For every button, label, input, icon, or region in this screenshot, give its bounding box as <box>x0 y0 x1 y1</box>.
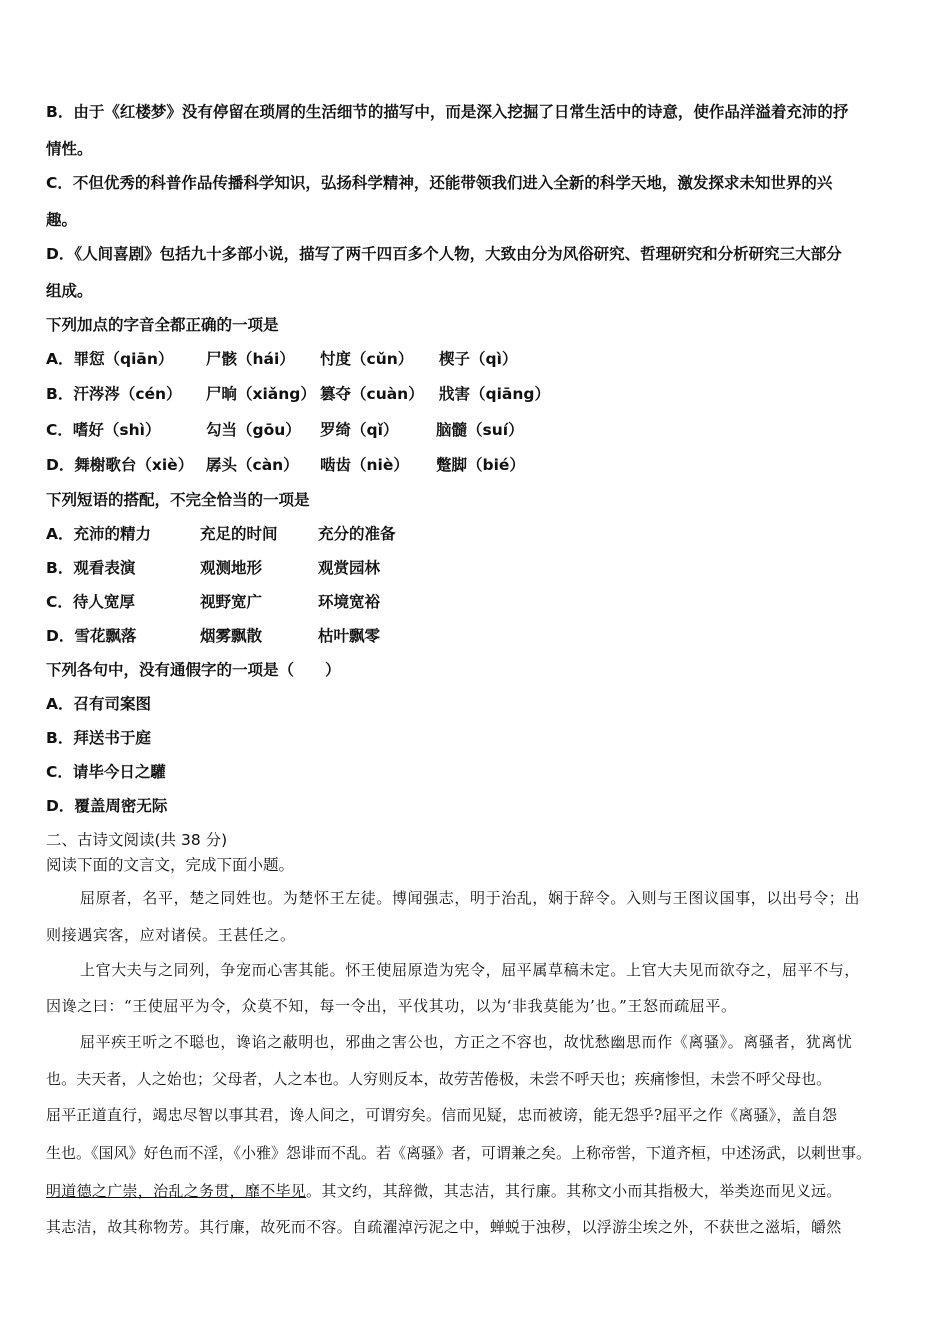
tongjia-option-b: B．拜送书于庭 <box>46 729 151 747</box>
pinyin-c-4: 脑髓（suí） <box>436 421 524 439</box>
pinyin-c-1: C．嗜好（shì） <box>46 421 161 439</box>
pinyin-d-4: 蹩脚（bié） <box>436 456 525 474</box>
passage-p3-line2: 也。夫天者，人之始也；父母者，人之本也。人穷则反本，故劳苦倦极，未尝不呼天也；疾痛惨怛，未尝不呼父母也。 <box>46 1070 832 1088</box>
option-c-line1: C．不但优秀的科普作品传播科学知识，弘扬科学精神，还能带领我们进入全新的科学天地，激发探求未知世界的兴 <box>46 174 833 192</box>
pinyin-d-1: D．舞榭歌台（xiè） <box>46 456 194 474</box>
passage-p3-line5-rest: 。其文约，其辞微，其志洁，其行廉。其称文小而其指极大，举类迩而见义远。 <box>306 1182 842 1200</box>
phrase-b-2: 观测地形 <box>200 559 263 577</box>
pinyin-b-2: 尸晌（xiǎng） <box>206 385 316 403</box>
phrase-a-2: 充足的时间 <box>200 525 278 543</box>
passage-p3-line5 <box>46 1181 842 1201</box>
pinyin-b-1: B．汗涔涔（cén） <box>46 385 182 403</box>
tongjia-option-a: A．召有司案图 <box>46 695 151 713</box>
pinyin-a-4: 楔子（qì） <box>439 350 518 368</box>
option-b-line1: B．由于《红楼梦》没有停留在琐屑的生活细节的描写中，而是深入挖掘了日常生活中的诗意，使作品洋溢着充沛的抒 <box>46 103 849 121</box>
pinyin-a-1: A．罪愆（qiān） <box>46 350 174 368</box>
phrase-d-1: D．雪花飘落 <box>46 627 137 645</box>
passage-p1-line2: 则接遇宾客，应对诸侯。王甚任之。 <box>46 926 296 944</box>
tongjia-option-d: D．覆盖周密无际 <box>46 797 168 815</box>
pinyin-d-3: 啮齿（niè） <box>320 456 409 474</box>
passage-p3-line6: 其志洁，故其称物芳。其行廉，故死而不容。自疏濯淖污泥之中，蝉蜕于浊秽，以浮游尘埃之外，不获世之滋垢，皭然 <box>46 1218 842 1236</box>
phrase-c-3: 环境宽裕 <box>318 593 381 611</box>
passage-p3-line1: 屈平疾王听之不聪也，谗谄之蔽明也，邪曲之害公也，方正之不容也，故忧愁幽思而作《离骚》。离骚者，犹离忧 <box>80 1033 853 1051</box>
phrase-c-2: 视野宽广 <box>200 593 263 611</box>
phrase-a-3: 充分的准备 <box>318 525 396 543</box>
option-b-line2: 情性。 <box>46 140 93 158</box>
passage-p2-line1: 上官大夫与之同列，争宠而心害其能。怀王使屈原造为宪令，屈平属草稿未定。上官大夫见而欲夺之，屈平不与， <box>80 961 861 979</box>
passage-p3-line3: 屈平正道直行，竭忠尽智以事其君，谗人间之，可谓穷矣。信而见疑，忠而被谤，能无怨乎?屈平之作《离骚》，盖自怨 <box>46 1106 838 1124</box>
pinyin-b-4: 戕害（qiāng） <box>439 385 550 403</box>
pinyin-b-3: 篡夺（cuàn） <box>320 385 424 403</box>
phrase-d-3: 枯叶飘零 <box>318 627 381 645</box>
phrase-d-2: 烟雾飘散 <box>200 627 263 645</box>
option-d-line1: D．《人间喜剧》包括九十多部小说，描写了两千四百多个人物，大致由分为风俗研究、哲理研究和分析研究三大部分 <box>46 245 842 263</box>
passage-p1-line1: 屈原者，名平，楚之同姓也。为楚怀王左徒。博闻强志，明于治乱，娴于辞令。入则与王图议国事，以出号令；出 <box>80 889 861 907</box>
tongjia-option-c: C．请毕今日之驩 <box>46 763 166 781</box>
pinyin-c-3: 罗绮（qǐ） <box>320 421 399 439</box>
section-instruction: 阅读下面的文言文，完成下面小题。 <box>46 856 295 874</box>
phrase-b-3: 观赏园林 <box>318 559 381 577</box>
phrase-a-1: A．充沛的精力 <box>46 525 151 543</box>
question-tongjia-stem: 下列各句中，没有通假字的一项是（ ） <box>46 661 341 679</box>
phrase-b-1: B．观看表演 <box>46 559 136 577</box>
underlined-sentence: 明道德之广崇，治乱之务贯，靡不毕见 <box>46 1182 307 1200</box>
passage-p2-line2: 因谗之曰：“王使屈平为令，众莫不知，每一令出，平伐其功，以为‘非我莫能为’也。”王怒而疏屈平。 <box>46 997 737 1015</box>
passage-p3-line4: 生也。《国风》好色而不淫，《小雅》怨诽而不乱。若《离骚》者，可谓兼之矣。上称帝喾，下道齐桓，中述汤武，以刺世事。 <box>46 1144 872 1162</box>
option-d-line2: 组成。 <box>46 282 93 300</box>
pinyin-d-2: 孱头（càn） <box>206 456 299 474</box>
question-pinyin-stem: 下列加点的字音全都正确的一项是 <box>46 316 279 334</box>
pinyin-a-2: 尸骸（hái） <box>206 350 295 368</box>
pinyin-a-3: 忖度（cǔn） <box>320 350 414 368</box>
pinyin-c-2: 勾当（gōu） <box>206 421 301 439</box>
section-title: 二、古诗文阅读(共 38 分) <box>46 831 228 849</box>
phrase-c-1: C．待人宽厚 <box>46 593 135 611</box>
question-phrase-stem: 下列短语的搭配，不完全恰当的一项是 <box>46 491 310 509</box>
option-c-line2: 趣。 <box>46 211 78 229</box>
